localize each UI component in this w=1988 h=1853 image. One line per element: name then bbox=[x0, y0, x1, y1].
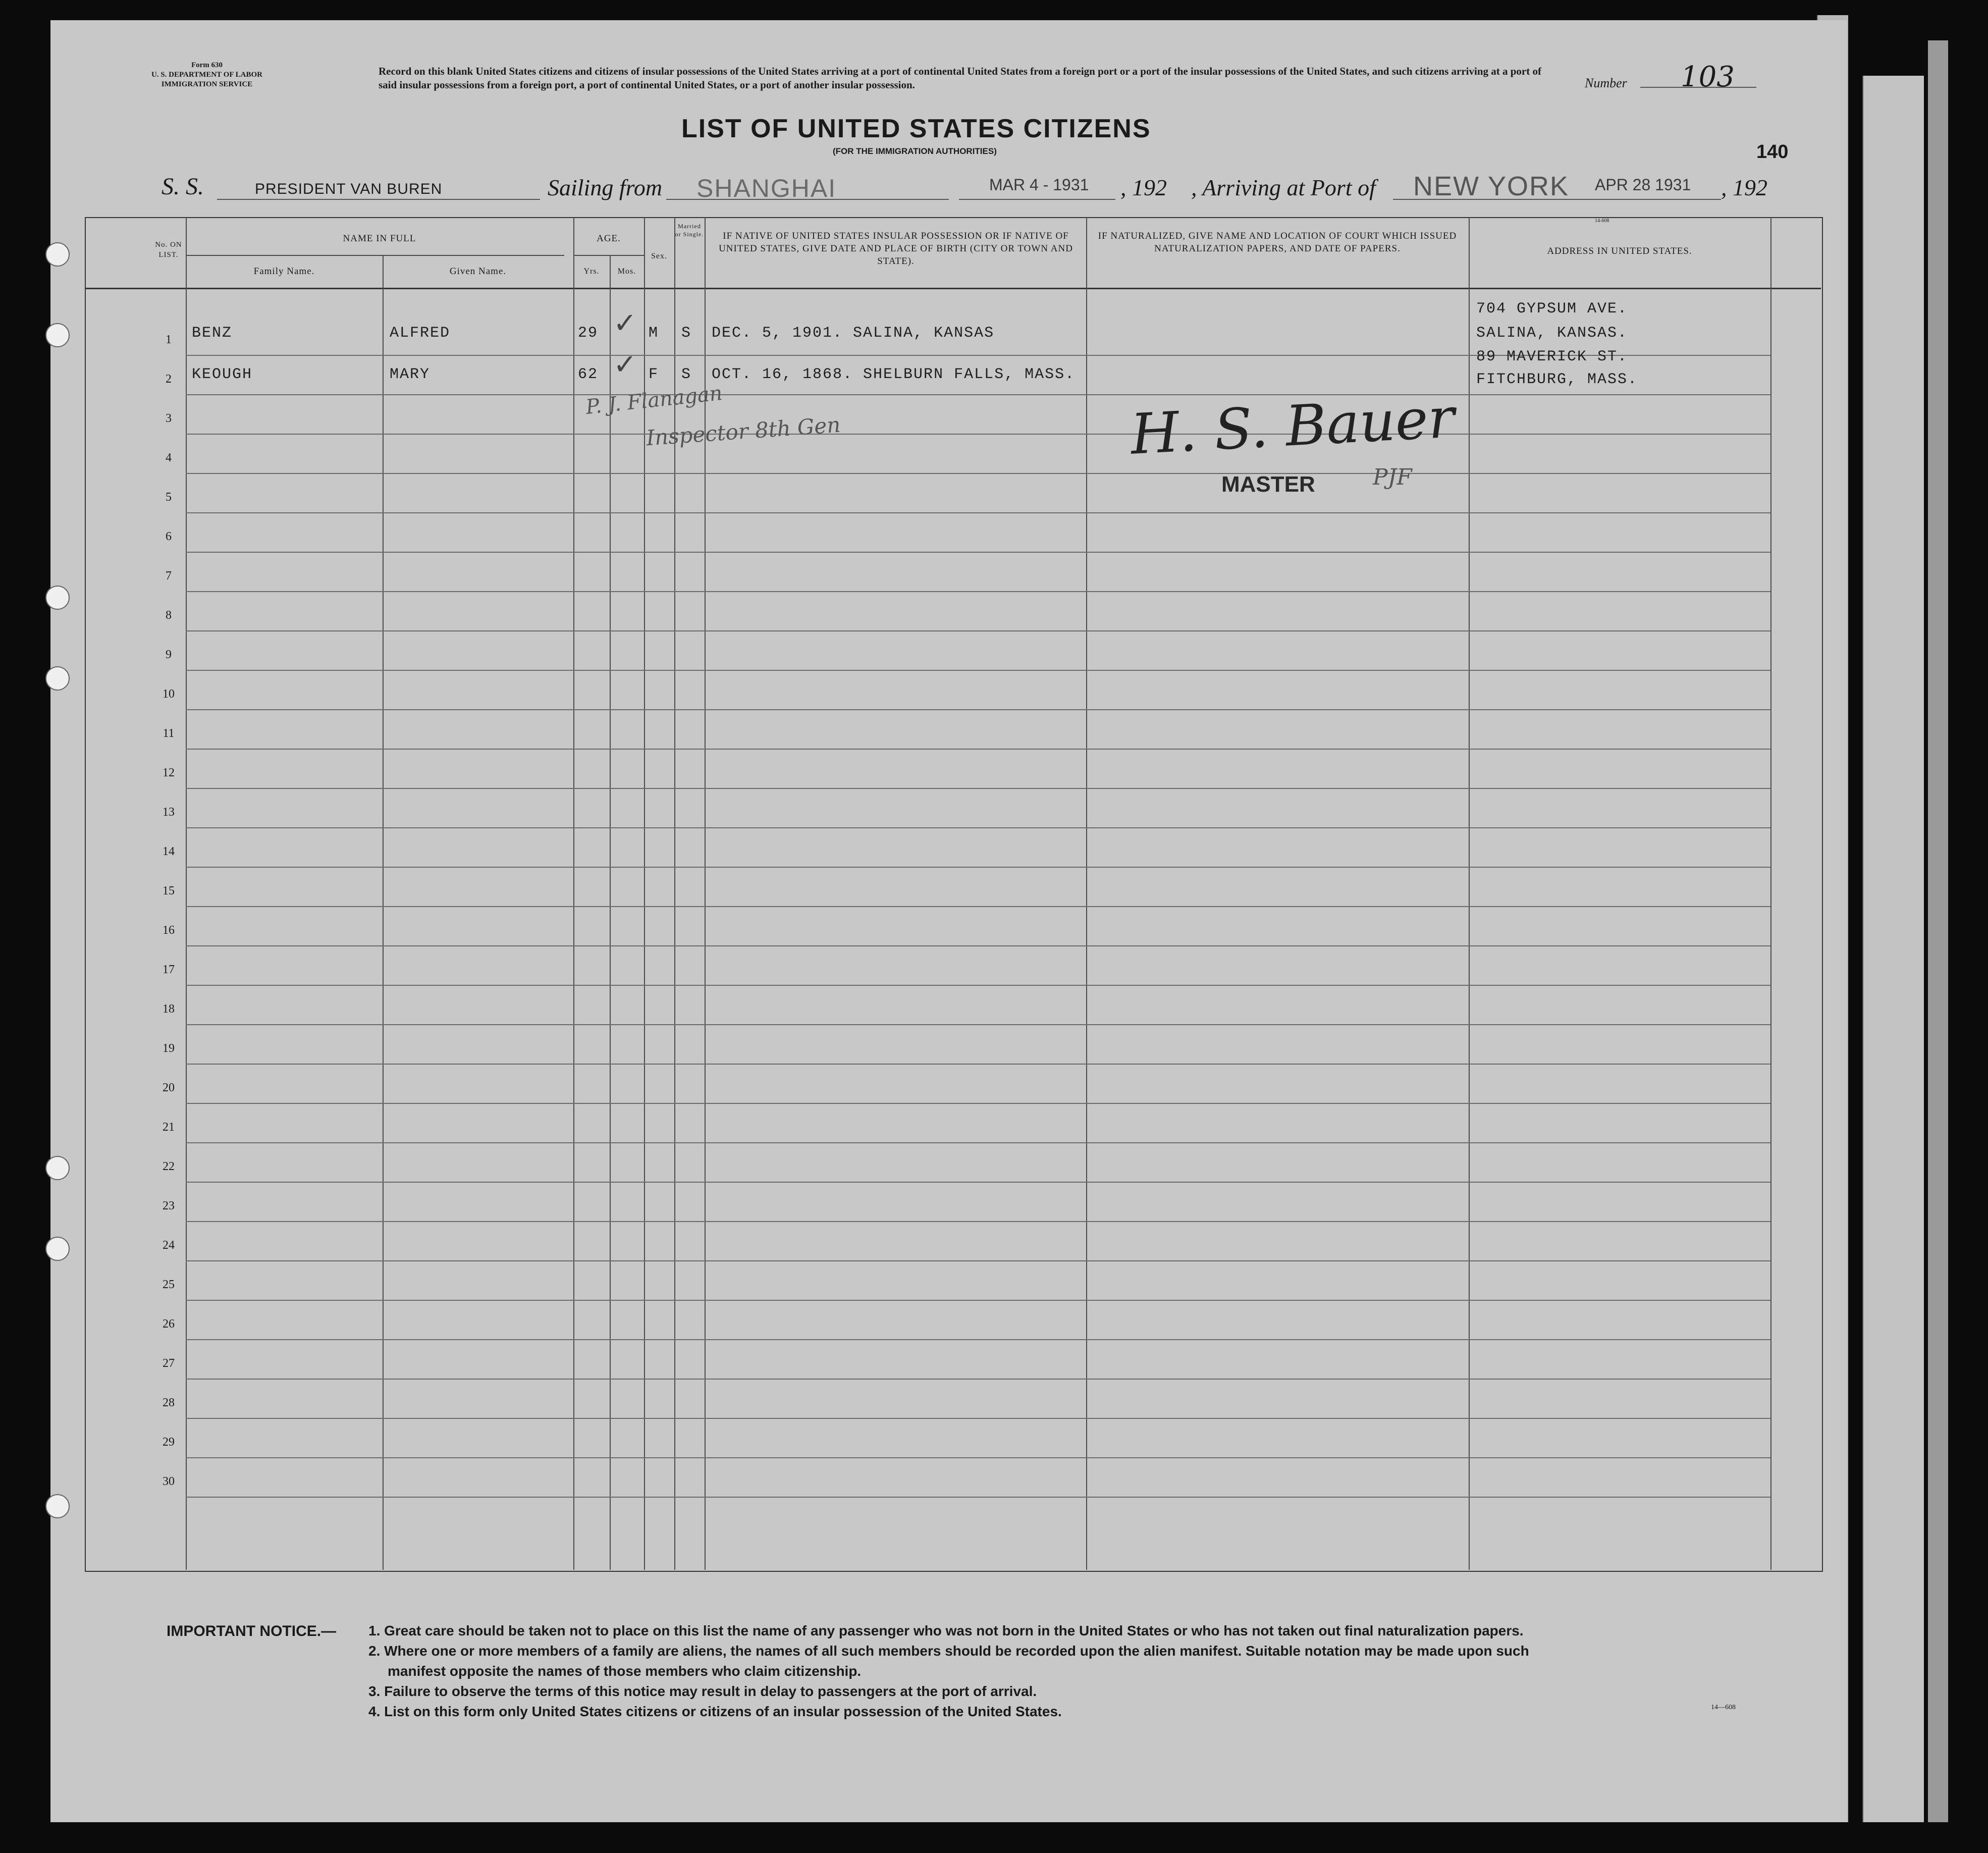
punch-hole bbox=[45, 586, 70, 610]
check-mark: ✓ bbox=[613, 308, 638, 339]
row-number: 1 bbox=[166, 333, 172, 346]
department: U. S. DEPARTMENT OF LABOR bbox=[151, 71, 263, 79]
row-number: 29 bbox=[163, 1436, 175, 1449]
page-number: 140 bbox=[1756, 141, 1789, 163]
arrival-port-field bbox=[1393, 171, 1721, 201]
sailing-date-field bbox=[959, 176, 1115, 200]
row-divider bbox=[186, 1418, 1770, 1419]
row-divider bbox=[186, 1103, 1770, 1104]
year-suffix-2: , 192 bbox=[1721, 175, 1767, 200]
row-number: 25 bbox=[163, 1278, 175, 1291]
notice-item-3: 3. Failure to observe the terms of this notice may result in delay to passengers at the port of arrival. bbox=[368, 1683, 1037, 1699]
row-number: 21 bbox=[163, 1121, 175, 1134]
row-divider bbox=[186, 630, 1770, 631]
punch-hole bbox=[45, 666, 70, 691]
row-number: 13 bbox=[163, 806, 175, 819]
row-number: 6 bbox=[166, 530, 172, 543]
check-mark: ✓ bbox=[613, 349, 638, 381]
page-title: LIST OF UNITED STATES CITIZENS bbox=[681, 114, 1151, 143]
row-divider bbox=[186, 1260, 1770, 1261]
family-name: KEOUGH bbox=[192, 366, 253, 383]
sex: M bbox=[649, 325, 659, 342]
master-stamp: MASTER bbox=[1221, 472, 1315, 497]
row-number: 28 bbox=[163, 1396, 175, 1409]
row-divider bbox=[186, 1339, 1770, 1340]
row-divider bbox=[186, 1497, 1770, 1498]
row-divider bbox=[186, 1182, 1770, 1183]
row-number: 11 bbox=[163, 727, 175, 740]
row-divider bbox=[186, 434, 1770, 435]
form-instruction: Record on this blank United States citizens and citizens of insular possessions of the United States arriving at a port of continental United States from a foreign port or a port of the insular possessions of the United States, and such citizens arriving at a port of said insular possessions from a foreign port, a port of continental United States, or a port of another insular possession. bbox=[379, 65, 1541, 91]
col-header-married: Married or Single. bbox=[675, 223, 704, 238]
sailing-port-field bbox=[666, 174, 949, 202]
row-divider bbox=[186, 512, 1770, 513]
row-number: 20 bbox=[163, 1081, 175, 1094]
row-divider bbox=[186, 749, 1770, 750]
row-number: 16 bbox=[163, 924, 175, 937]
manifest-page bbox=[50, 20, 1847, 1822]
marital-status: S bbox=[681, 366, 692, 383]
manifest-table bbox=[85, 217, 1823, 1572]
inspector-name: P. J. Flanagan bbox=[584, 381, 724, 419]
given-name: ALFRED bbox=[390, 325, 451, 342]
page-subtitle: (FOR THE IMMIGRATION AUTHORITIES) bbox=[833, 146, 997, 156]
sailing-port: SHANGHAI bbox=[696, 174, 837, 202]
form-id-block bbox=[126, 61, 288, 89]
birth-info: OCT. 16, 1868. SHELBURN FALLS, MASS. bbox=[712, 366, 1076, 383]
col-header-sex: Sex. bbox=[651, 252, 667, 260]
service: IMMIGRATION SERVICE bbox=[161, 80, 253, 88]
row-number: 30 bbox=[163, 1475, 175, 1488]
col-header-given: Given Name. bbox=[449, 266, 507, 277]
ship-name: PRESIDENT VAN BUREN bbox=[255, 181, 443, 197]
row-divider bbox=[186, 1142, 1770, 1143]
col-header-name-in-full: NAME IN FULL bbox=[343, 233, 416, 244]
row-divider bbox=[186, 1300, 1770, 1301]
notice-item-2-cont: manifest opposite the names of those members who claim citizenship. bbox=[388, 1663, 862, 1679]
year-suffix-1: , 192 bbox=[1120, 175, 1167, 200]
row-number: 7 bbox=[166, 569, 172, 583]
notice-item-4: 4. List on this form only United States citizens or citizens of an insular possession of the United States. bbox=[368, 1704, 1062, 1719]
row-number: 5 bbox=[166, 491, 172, 504]
row-divider bbox=[186, 1379, 1770, 1380]
punch-hole bbox=[45, 1237, 70, 1261]
row-divider bbox=[186, 827, 1770, 828]
row-divider bbox=[186, 709, 1770, 710]
sailing-date: MAR 4 - 1931 bbox=[989, 176, 1089, 194]
col-header-birth: IF NATIVE OF UNITED STATES INSULAR POSSESSION OR IF NATIVE OF UNITED STATES, GIVE DATE AND PLACE OF BIRTH (CITY OR TOWN AND STATE). bbox=[719, 231, 1073, 267]
address-line-1: 89 MAVERICK ST. bbox=[1476, 348, 1628, 365]
row-divider bbox=[186, 591, 1770, 592]
birth-info: DEC. 5, 1901. SALINA, KANSAS bbox=[712, 325, 995, 342]
page-edge bbox=[1928, 40, 1948, 1822]
row-number: 17 bbox=[163, 963, 175, 976]
row-number: 15 bbox=[163, 884, 175, 897]
col-header-mos: Mos. bbox=[617, 267, 636, 276]
address-line-2: FITCHBURG, MASS. bbox=[1476, 371, 1638, 388]
row-number: 9 bbox=[166, 648, 172, 661]
row-divider bbox=[186, 906, 1770, 907]
row-divider bbox=[186, 670, 1770, 671]
arrival-port: NEW YORK bbox=[1413, 171, 1570, 201]
row-divider bbox=[186, 945, 1770, 946]
row-number: 27 bbox=[163, 1357, 175, 1370]
arriving-label: , Arriving at Port of bbox=[1191, 175, 1376, 200]
row-number: 19 bbox=[163, 1042, 175, 1055]
row-divider bbox=[186, 1064, 1770, 1065]
row-number: 14 bbox=[163, 845, 175, 858]
inspector-title: Inspector 8th Gen bbox=[645, 412, 841, 451]
address-line-2: SALINA, KANSAS. bbox=[1476, 325, 1628, 342]
row-number: 12 bbox=[163, 766, 175, 779]
footer-code: 14—608 bbox=[1711, 1704, 1736, 1711]
col-header-age: AGE. bbox=[597, 233, 621, 244]
row-divider bbox=[186, 1457, 1770, 1458]
row-number: 24 bbox=[163, 1239, 175, 1252]
row-number: 4 bbox=[166, 451, 172, 464]
notice-label: IMPORTANT NOTICE.— bbox=[167, 1623, 337, 1639]
punch-hole bbox=[45, 1156, 70, 1180]
row-number: 22 bbox=[163, 1160, 175, 1173]
col-header-no: No. ON LIST. bbox=[155, 241, 182, 259]
age-years: 29 bbox=[578, 325, 599, 342]
page-edge bbox=[1862, 76, 1924, 1822]
number-field bbox=[1640, 61, 1756, 93]
punch-hole bbox=[45, 242, 70, 267]
notice-item-1: 1. Great care should be taken not to place on this list the name of any passenger who was not born in the United States or who has not taken out final naturalization papers. bbox=[368, 1623, 1524, 1638]
sailing-label: Sailing from bbox=[548, 175, 663, 200]
number-label: Number bbox=[1585, 76, 1627, 90]
col-header-address: ADDRESS IN UNITED STATES. bbox=[1547, 246, 1692, 256]
col-header-yrs: Yrs. bbox=[583, 267, 600, 276]
row-divider bbox=[186, 473, 1770, 474]
ship-name-field bbox=[217, 181, 540, 200]
col-header-naturalized: IF NATURALIZED, GIVE NAME AND LOCATION OF COURT WHICH ISSUED NATURALIZATION PAPERS, AND DATE OF PAPERS. bbox=[1098, 231, 1457, 254]
ss-label: S. S. bbox=[162, 173, 204, 200]
number-value: 103 bbox=[1681, 61, 1735, 93]
row-divider bbox=[186, 1221, 1770, 1222]
row-divider bbox=[186, 1024, 1770, 1025]
given-name: MARY bbox=[390, 366, 431, 383]
notice-item-2: 2. Where one or more members of a family are aliens, the names of all such members should be recorded upon the alien manifest. Suitable notation may be made upon such bbox=[368, 1643, 1529, 1659]
row-divider bbox=[186, 985, 1770, 986]
punch-hole bbox=[45, 323, 70, 347]
row-number: 3 bbox=[166, 412, 172, 425]
row-number: 8 bbox=[166, 609, 172, 622]
master-signature: H. S. Bauer bbox=[1129, 385, 1457, 467]
row-divider bbox=[186, 867, 1770, 868]
row-number: 26 bbox=[163, 1317, 175, 1331]
punch-hole bbox=[45, 1494, 70, 1518]
row-divider bbox=[186, 552, 1770, 553]
family-name: BENZ bbox=[192, 325, 233, 342]
row-number: 2 bbox=[166, 373, 172, 386]
row-divider bbox=[186, 788, 1770, 789]
master-initials: PJF bbox=[1373, 464, 1412, 490]
age-years: 62 bbox=[578, 366, 599, 383]
printer-mark: 14-608 bbox=[1595, 218, 1609, 224]
arrival-date: APR 28 1931 bbox=[1595, 176, 1691, 194]
marital-status: S bbox=[681, 325, 692, 342]
col-header-family: Family Name. bbox=[253, 266, 315, 277]
address-line-1: 704 GYPSUM AVE. bbox=[1476, 300, 1628, 317]
row-divider bbox=[186, 394, 1770, 395]
row-number: 18 bbox=[163, 1002, 175, 1016]
row-number: 10 bbox=[163, 687, 175, 701]
row-number: 23 bbox=[163, 1199, 175, 1212]
form-number: Form 630 bbox=[191, 61, 223, 69]
sex: F bbox=[649, 366, 659, 383]
